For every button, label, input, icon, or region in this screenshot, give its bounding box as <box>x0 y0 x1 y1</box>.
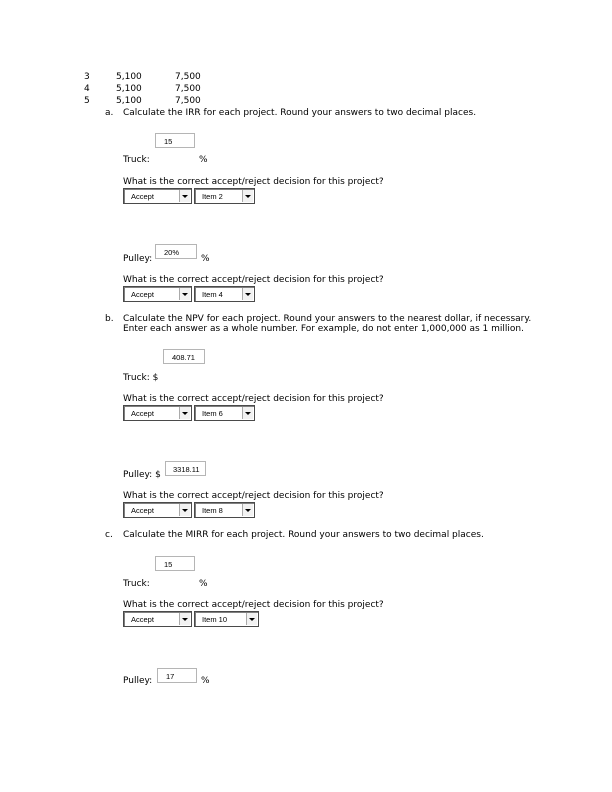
part-a-decision-question-2: What is the correct accept/reject decision for this project? <box>123 275 384 285</box>
part-b-item-select-2[interactable] <box>194 502 255 518</box>
select-value: Item 4 <box>202 290 223 299</box>
table-pulley-3: 7,500 <box>175 72 201 82</box>
part-c-truck-label: Truck: <box>123 579 150 589</box>
part-a-item-select-1[interactable] <box>194 188 255 204</box>
part-a-decision-question-1: What is the correct accept/reject decision for this project? <box>123 177 384 187</box>
part-a-pulley-label: Pulley: <box>123 254 153 264</box>
chevron-down-icon[interactable] <box>179 407 190 419</box>
part-c-pulley-label: Pulley: <box>123 676 153 686</box>
table-truck-4: 5,100 <box>116 84 142 94</box>
part-a-letter: a. <box>105 108 114 118</box>
table-truck-3: 5,100 <box>116 72 142 82</box>
chevron-down-icon[interactable] <box>179 504 190 516</box>
table-truck-5: 5,100 <box>116 96 142 106</box>
part-b-decision-select-1[interactable] <box>123 405 192 421</box>
part-a-truck-unit: % <box>199 155 208 165</box>
chevron-down-icon[interactable] <box>179 190 190 202</box>
part-c-pulley-unit: % <box>201 676 210 686</box>
table-year-3: 3 <box>84 72 90 82</box>
chevron-down-icon[interactable] <box>242 288 253 300</box>
select-value: Item 8 <box>202 506 223 515</box>
select-value: Accept <box>131 506 154 515</box>
part-a-pulley-unit: % <box>201 254 210 264</box>
part-a-truck-input[interactable] <box>155 133 195 148</box>
part-b-truck-label: Truck: $ <box>123 373 159 383</box>
chevron-down-icon[interactable] <box>242 190 253 202</box>
part-b-instruction-line2: Enter each answer as a whole number. For example, do not enter 1,000,000 as 1 million. <box>123 324 524 334</box>
part-a-decision-select-2[interactable] <box>123 286 192 302</box>
part-c-letter: c. <box>105 530 113 540</box>
select-value: Item 10 <box>202 615 228 624</box>
part-b-truck-input[interactable] <box>163 349 205 364</box>
part-c-decision-select-1[interactable] <box>123 611 192 627</box>
part-b-decision-question-2: What is the correct accept/reject decision for this project? <box>123 491 384 501</box>
select-value: Accept <box>131 290 154 299</box>
chevron-down-icon[interactable] <box>242 504 253 516</box>
select-value: Item 6 <box>202 409 223 418</box>
part-b-pulley-value: 3318.11 <box>173 465 200 474</box>
part-b-truck-value: 408.71 <box>172 353 195 362</box>
part-c-truck-unit: % <box>199 579 208 589</box>
select-value: Accept <box>131 409 154 418</box>
part-b-decision-question-1: What is the correct accept/reject decision for this project? <box>123 394 384 404</box>
part-c-pulley-value: 17 <box>166 672 175 681</box>
part-c-decision-question-1: What is the correct accept/reject decision for this project? <box>123 600 384 610</box>
select-value: Item 2 <box>202 192 223 201</box>
part-b-decision-select-2[interactable] <box>123 502 192 518</box>
chevron-down-icon[interactable] <box>242 407 253 419</box>
select-value: Accept <box>131 615 154 624</box>
chevron-down-icon[interactable] <box>179 288 190 300</box>
part-b-pulley-input[interactable] <box>165 461 206 476</box>
part-c-truck-value: 15 <box>164 560 173 569</box>
table-pulley-4: 7,500 <box>175 84 201 94</box>
part-b-pulley-label: Pulley: $ <box>123 470 161 480</box>
table-year-5: 5 <box>84 96 90 106</box>
part-a-decision-select-1[interactable] <box>123 188 192 204</box>
part-a-truck-value: 15 <box>164 137 173 146</box>
part-a-pulley-input[interactable] <box>155 244 197 259</box>
part-c-instruction: Calculate the MIRR for each project. Round your answers to two decimal places. <box>123 530 484 540</box>
part-b-letter: b. <box>105 314 114 324</box>
part-c-truck-input[interactable] <box>155 556 195 571</box>
part-a-instruction: Calculate the IRR for each project. Round your answers to two decimal places. <box>123 108 477 118</box>
part-c-item-select-1[interactable] <box>194 611 259 627</box>
part-a-item-select-2[interactable] <box>194 286 255 302</box>
chevron-down-icon[interactable] <box>179 613 190 625</box>
table-pulley-5: 7,500 <box>175 96 201 106</box>
select-value: Accept <box>131 192 154 201</box>
table-year-4: 4 <box>84 84 90 94</box>
part-a-pulley-value: 20% <box>164 248 180 257</box>
part-a-truck-label: Truck: <box>123 155 150 165</box>
chevron-down-icon[interactable] <box>246 613 257 625</box>
part-c-pulley-input[interactable] <box>157 668 197 683</box>
part-b-instruction-line1: Calculate the NPV for each project. Round your answers to the nearest dollar, if necessary. <box>123 314 532 324</box>
part-b-item-select-1[interactable] <box>194 405 255 421</box>
